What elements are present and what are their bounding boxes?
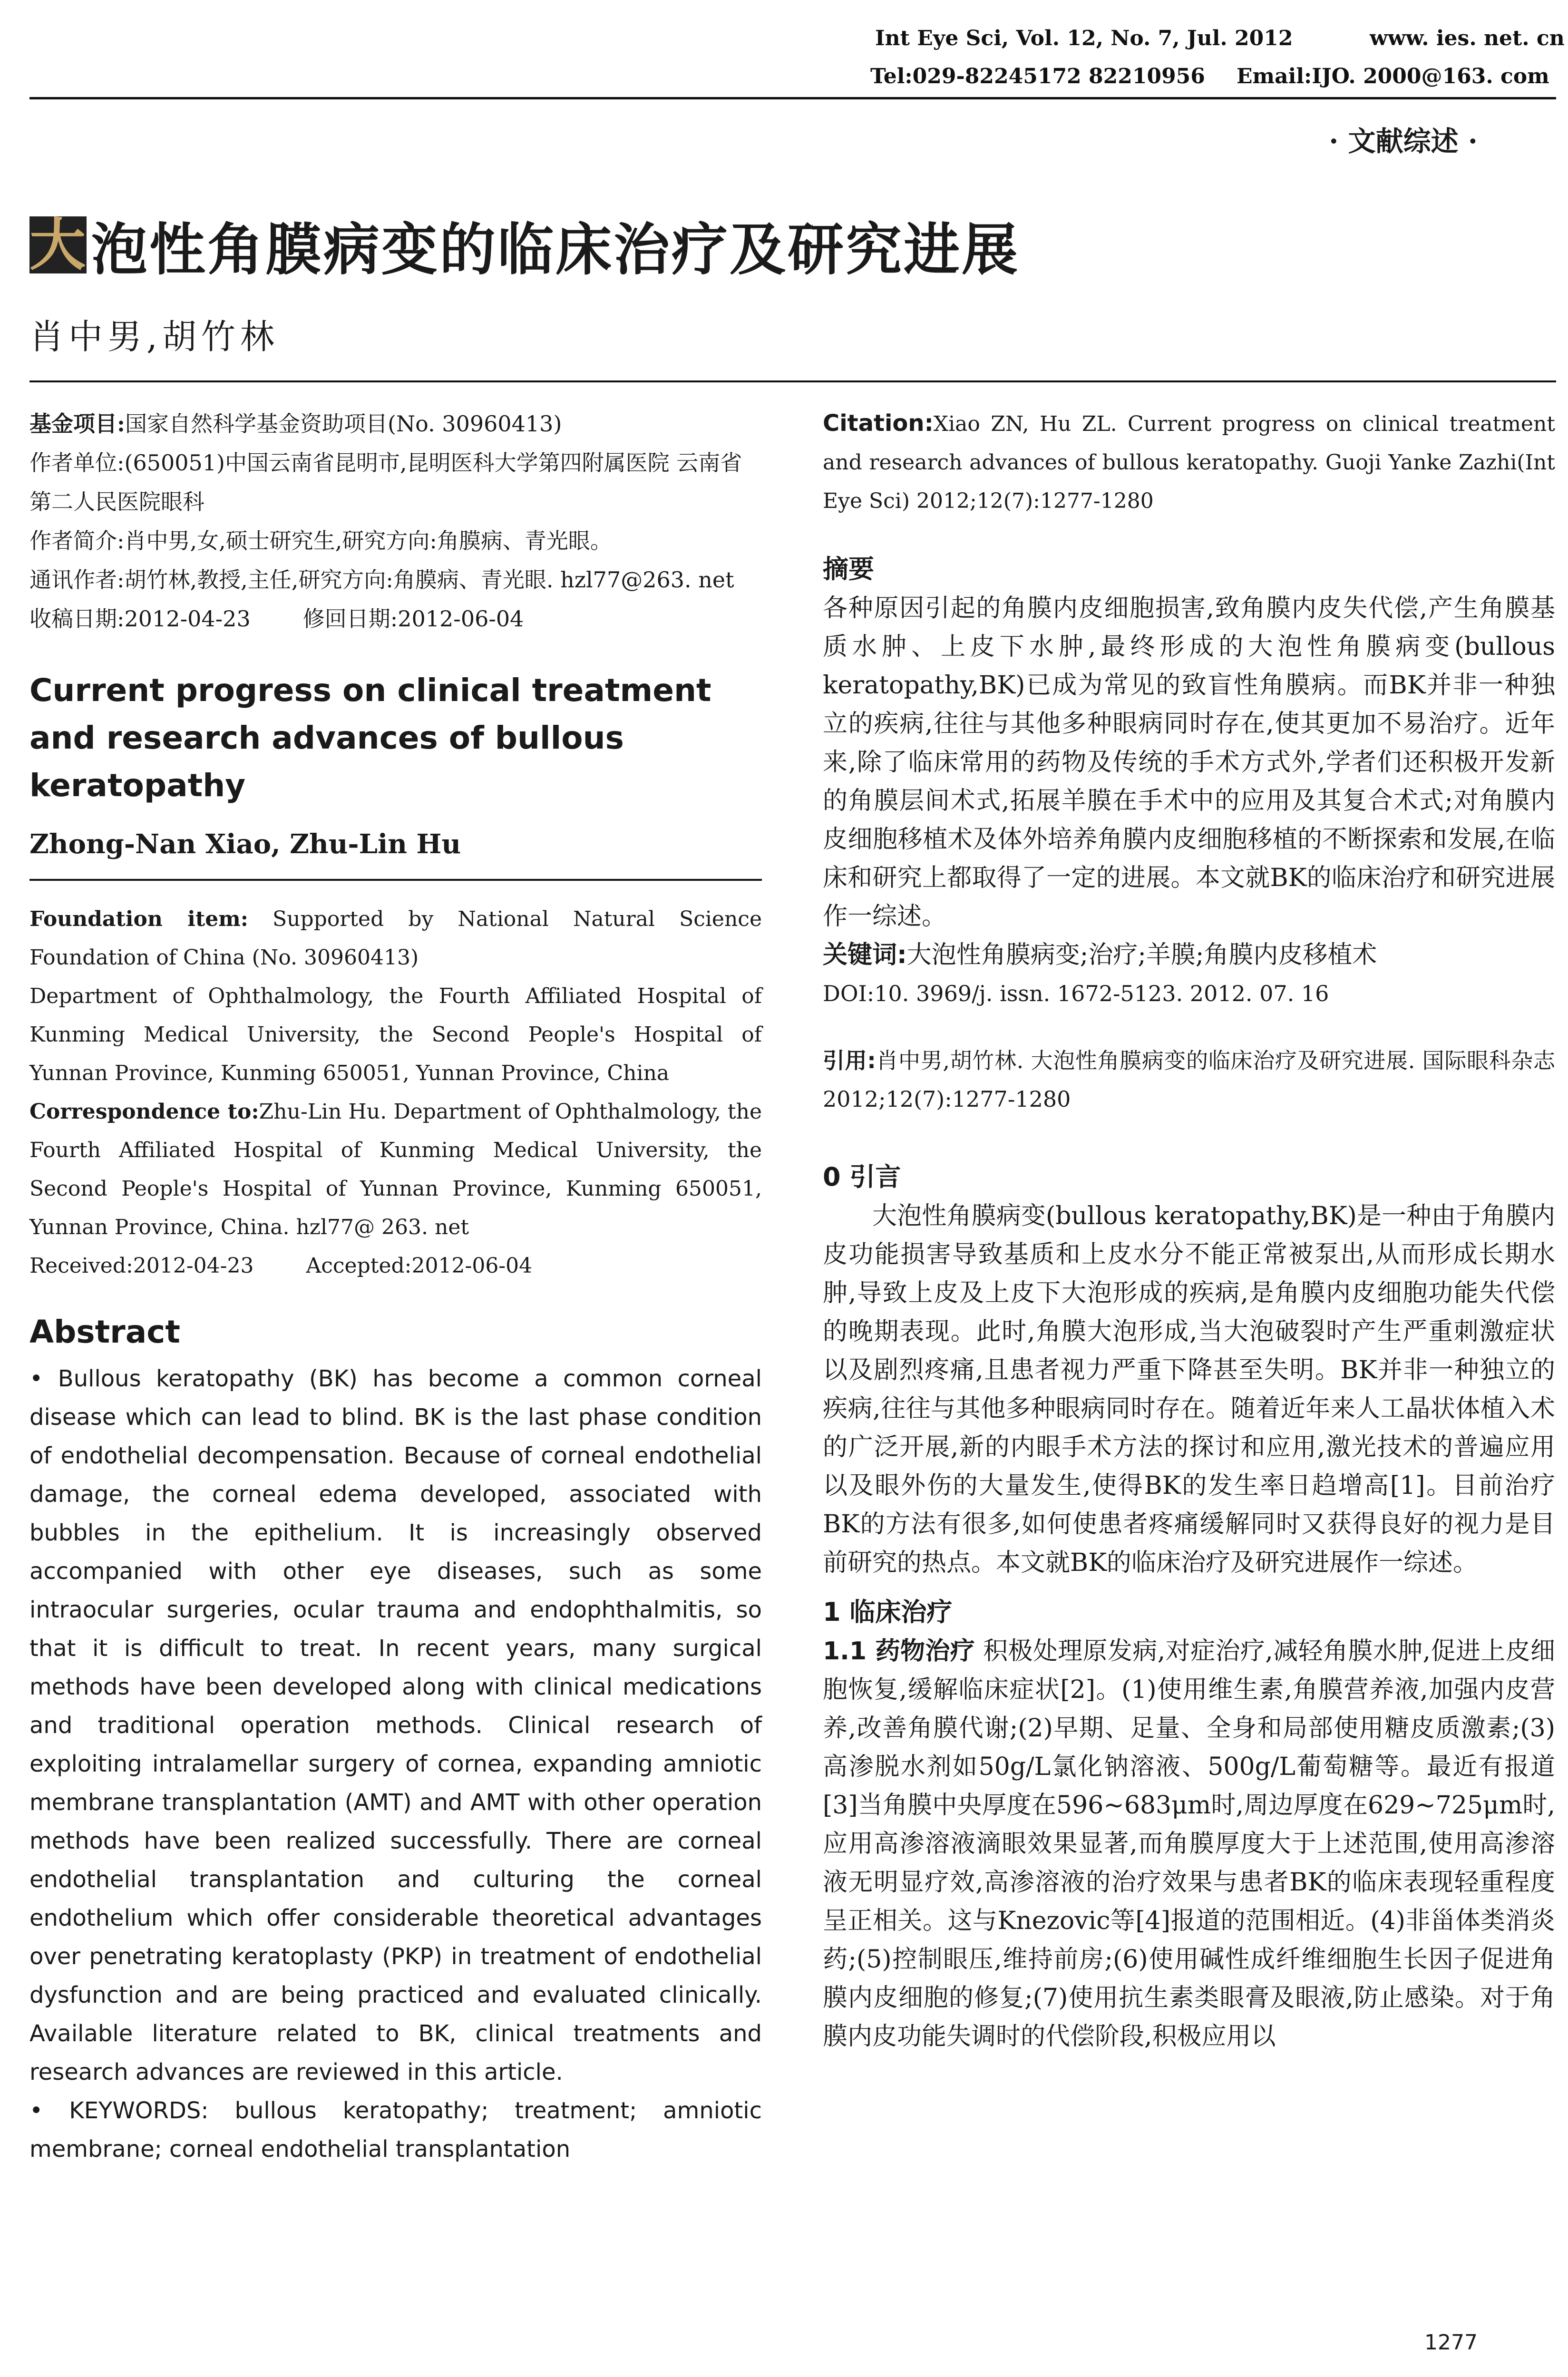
journal-tel: Tel:029-82245172 82210956: [870, 64, 1205, 88]
dates-en: Received:2012-04-23 Accepted:2012-06-04: [29, 1254, 533, 1278]
intro-heading: 0 引言: [823, 1162, 901, 1192]
title-dropcap: 大: [29, 212, 88, 278]
section-tag: · 文献综述 ·: [1329, 125, 1478, 157]
foundation-cn: 基金项目:国家自然科学基金资助项目(No. 30960413): [29, 411, 562, 437]
foundation-en: Foundation item: Supported by National Natural Science Foundation of China (No. 30960413): [29, 907, 762, 970]
zhaiyao-body: 各种原因引起的角膜内皮细胞损害,致角膜内皮失代偿,产生角膜基质水肿、上皮下水肿,最终形成的大泡性角膜病变(bullous keratopathy,BK)已成为常见的致盲性角膜病。而BK并非一种独立的疾病,往往与其他多种眼病同时存在,使其更加不易治疗。近年来,除了临床常用的药物及传统的手术方式外,学者们还积极开发新的角膜层间术式,拓展羊膜在手术中的应用及其复合术式;对角膜内皮细胞移植术及体外培养角膜内皮细胞移植的不断探索和发展,在临床和研究上都取得了一定的进展。本文就BK的临床治疗和研究进展作一综述。: [823, 594, 1555, 931]
zhaiyao-keywords: 关键词:大泡性角膜病变;治疗;羊膜;角膜内皮移植术: [823, 941, 1377, 969]
meta-en: [29, 900, 762, 1285]
abstract-keywords: • KEYWORDS: bullous keratopathy; treatment; amniotic membrane; corneal endothelial transplantation: [29, 2097, 762, 2163]
authors-cn: 肖中男,胡竹林: [29, 317, 279, 357]
bio-cn: 作者简介:肖中男,女,硕士研究生,研究方向:角膜病、青光眼。: [29, 528, 612, 554]
dept-en: Department of Ophthalmology, the Fourth Affiliated Hospital of Kunming Medical University, the Second People's Hospital of Yunnan Province, Kunming 650051, Yunnan Province, China: [29, 984, 762, 1085]
journal-website[interactable]: www. ies. net. cn: [1370, 26, 1565, 50]
left-column: [29, 404, 762, 2169]
zhaiyao-heading: 摘要: [823, 554, 874, 584]
authors-rule: [29, 879, 762, 881]
english-authors: Zhong-Nan Xiao, Zhu-Lin Hu: [29, 828, 461, 860]
doi: DOI:10. 3969/j. issn. 1672-5123. 2012. 07. 16: [823, 981, 1329, 1006]
header-rule: [29, 97, 1556, 99]
title-rule: [29, 380, 1556, 382]
abstract-heading: Abstract: [29, 1314, 180, 1350]
citation-en: Citation:Xiao ZN, Hu ZL. Current progress on clinical treatment and research advances of bullous keratopathy. Guoji Yanke Zazhi(Int Eye Sci) 2012;12(7):1277-1280: [823, 410, 1555, 513]
journal-issue: Int Eye Sci, Vol. 12, No. 7, Jul. 2012: [875, 26, 1293, 50]
article-title: [29, 205, 1020, 285]
right-column: [823, 404, 1555, 2056]
corr-en: Correspondence to:Zhu-Lin Hu. Department of Ophthalmology, the Fourth Affiliated Hospital of Kunming Medical University, the Second People's Hospital of Yunnan Province, Kunming 650051, Yunnan Province, China. hzl77@ 263. net: [29, 1100, 762, 1239]
english-title: Current progress on clinical treatment and research advances of bullous keratopathy: [29, 672, 711, 804]
page-number: 1277: [1424, 2330, 1478, 2355]
intro-body: 大泡性角膜病变(bullous keratopathy,BK)是一种由于角膜内皮功能损害导致基质和上皮水分不能正常被泵出,从而形成长期水肿,导致上皮及上皮下大泡形成的疾病,是角膜内皮细胞功能失代偿的晚期表现。此时,角膜大泡形成,当大泡破裂时产生严重刺激症状以及剧烈疼痛,且患者视力严重下降甚至失明。BK并非一种独立的疾病,往往与其他多种眼病同时存在。随着近年来人工晶状体植入术的广泛开展,新的内眼手术方法的探讨和应用,激光技术的普遍应用以及眼外伤的大量发生,使得BK的发生率日趋增高[1]。目前治疗BK的方法有很多,如何使患者疼痛缓解同时又获得良好的视力是目前研究的热点。本文就BK的临床治疗及研究进展作一综述。: [823, 1202, 1555, 1577]
title-text: 泡性角膜病变的临床治疗及研究进展: [91, 216, 1020, 283]
meta-cn: [29, 404, 762, 638]
abstract-body: • Bullous keratopathy (BK) has become a common corneal disease which can lead to blind. BK is the last phase condition of endothelial decompensation. Because of corneal endothelial damage, the corneal edema developed, associated with bubbles in the epithelium. It is increasingly observed accompanied with other eye diseases, such as some intraocular surgeries, ocular trauma and endophthalmitis, so that it is difficult to treat. In recent years, many surgical methods have been developed along with clinical medications and traditional operation methods. Clinical research of exploiting intralamellar surgery of cornea, expanding amniotic membrane transplantation (AMT) and AMT with other operation methods have been realized successfully. There are corneal endothelial transplantation and culturing the corneal endothelium which offer considerable theoretical advantages over penetrating keratoplasty (PKP) in treatment of endothelial dysfunction and are being practiced and evaluated clinically. Available literature related to BK, clinical treatments and research advances are reviewed in this article.: [29, 1365, 762, 2085]
section1-1-paragraph: 1.1 药物治疗 积极处理原发病,对症治疗,减轻角膜水肿,促进上皮细胞恢复,缓解临床症状[2]。(1)使用维生素,角膜营养液,加强内皮营养,改善角膜代谢;(2)早期、足量、全身和局部使用糖皮质激素;(3)高渗脱水剂如50g/L氯化钠溶液、500g/L葡萄糖等。最近有报道[3]当角膜中央厚度在596~683μm时,周边厚度在629~725μm时,应用高渗溶液滴眼效果显著,而角膜厚度大于上述范围,使用高渗溶液无明显疗效,高渗溶液的治疗效果与患者BK的临床表现轻重程度呈正相关。这与Knezovic等[4]报道的范围相近。(4)非甾体类消炎药;(5)控制眼压,维持前房;(6)使用碱性成纤维细胞生长因子促进角膜内皮细胞的修复;(7)使用抗生素类眼膏及眼液,防止感染。对于角膜内皮功能失调时的代偿阶段,积极应用以: [823, 1637, 1555, 2051]
dates-cn: 收稿日期:2012-04-23 修回日期:2012-06-04: [29, 606, 524, 632]
affiliation-cn: 作者单位:(650051)中国云南省昆明市,昆明医科大学第四附属医院 云南省第二人民医院眼科: [29, 450, 742, 515]
corr-cn: 通讯作者:胡竹林,教授,主任,研究方向:角膜病、青光眼. hzl77@263. net: [29, 567, 734, 593]
journal-email[interactable]: Email:IJO. 2000@163. com: [1237, 64, 1549, 88]
journal-info: [875, 26, 1293, 50]
section1-heading: 1 临床治疗: [823, 1597, 953, 1627]
citation-cn: 引用:肖中男,胡竹林. 大泡性角膜病变的临床治疗及研究进展. 国际眼科杂志 2012;12(7):1277-1280: [823, 1048, 1555, 1112]
